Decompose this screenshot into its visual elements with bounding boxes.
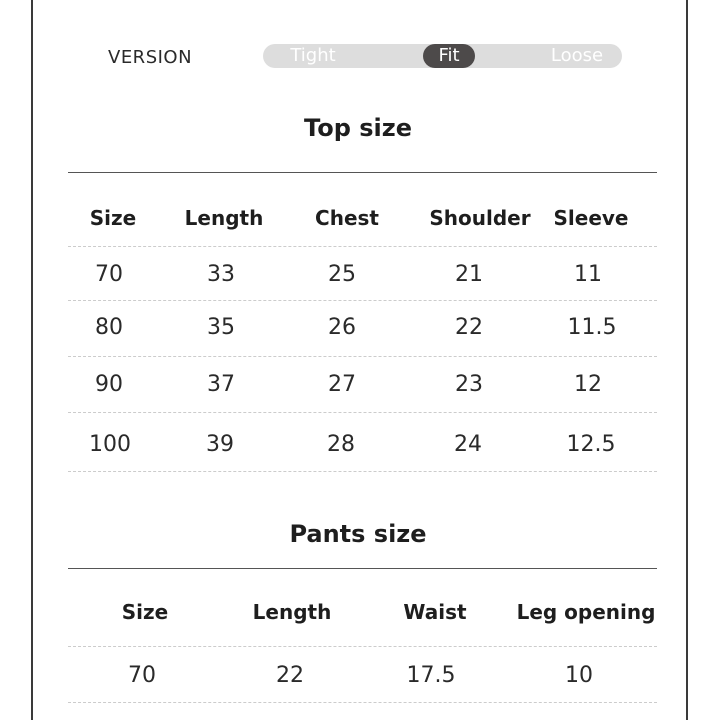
top-cell: 11 [574, 262, 602, 287]
version-label: VERSION [108, 47, 193, 68]
pants-size-title: Pants size [289, 520, 427, 548]
top-cell: 24 [454, 432, 482, 457]
pants-header-waist: Waist [403, 600, 467, 624]
top-cell: 12.5 [566, 432, 616, 457]
row-divider [68, 300, 657, 301]
right-border [686, 0, 688, 720]
pants-cell: 17.5 [406, 663, 456, 688]
top-header-length: Length [184, 206, 264, 230]
top-cell: 33 [207, 262, 235, 287]
top-header-size: Size [89, 206, 137, 230]
top-cell: 80 [95, 315, 123, 340]
row-divider [68, 246, 657, 247]
row-divider [68, 471, 657, 472]
top-cell: 25 [328, 262, 356, 287]
pants-cell: 70 [128, 663, 156, 688]
top-cell: 35 [207, 315, 235, 340]
top-cell: 70 [95, 262, 123, 287]
top-size-rule [68, 172, 657, 173]
pants-cell: 10 [565, 663, 593, 688]
top-cell: 12 [574, 372, 602, 397]
top-cell: 23 [455, 372, 483, 397]
version-option-fit[interactable]: Fit [423, 44, 475, 68]
top-size-title: Top size [304, 114, 412, 142]
top-cell: 21 [455, 262, 483, 287]
top-cell: 37 [207, 372, 235, 397]
pants-header-size: Size [121, 600, 169, 624]
top-cell: 22 [455, 315, 483, 340]
top-cell: 90 [95, 372, 123, 397]
pants-size-rule [68, 568, 657, 569]
left-border [31, 0, 33, 720]
top-cell: 39 [206, 432, 234, 457]
row-divider [68, 646, 657, 647]
top-cell: 27 [328, 372, 356, 397]
version-option-loose[interactable]: Loose [550, 45, 604, 66]
row-divider [68, 356, 657, 357]
top-header-chest: Chest [315, 206, 379, 230]
row-divider [68, 702, 657, 703]
top-cell: 100 [89, 432, 131, 457]
row-divider [68, 412, 657, 413]
top-cell: 28 [327, 432, 355, 457]
pants-header-leg-opening: Leg opening [516, 600, 656, 624]
version-selector [263, 44, 622, 68]
top-cell: 26 [328, 315, 356, 340]
top-cell: 11.5 [567, 315, 617, 340]
pants-header-length: Length [252, 600, 332, 624]
top-header-sleeve: Sleeve [553, 206, 629, 230]
version-option-tight[interactable]: Tight [290, 45, 336, 66]
top-header-shoulder: Shoulder [429, 206, 531, 230]
pants-cell: 22 [276, 663, 304, 688]
